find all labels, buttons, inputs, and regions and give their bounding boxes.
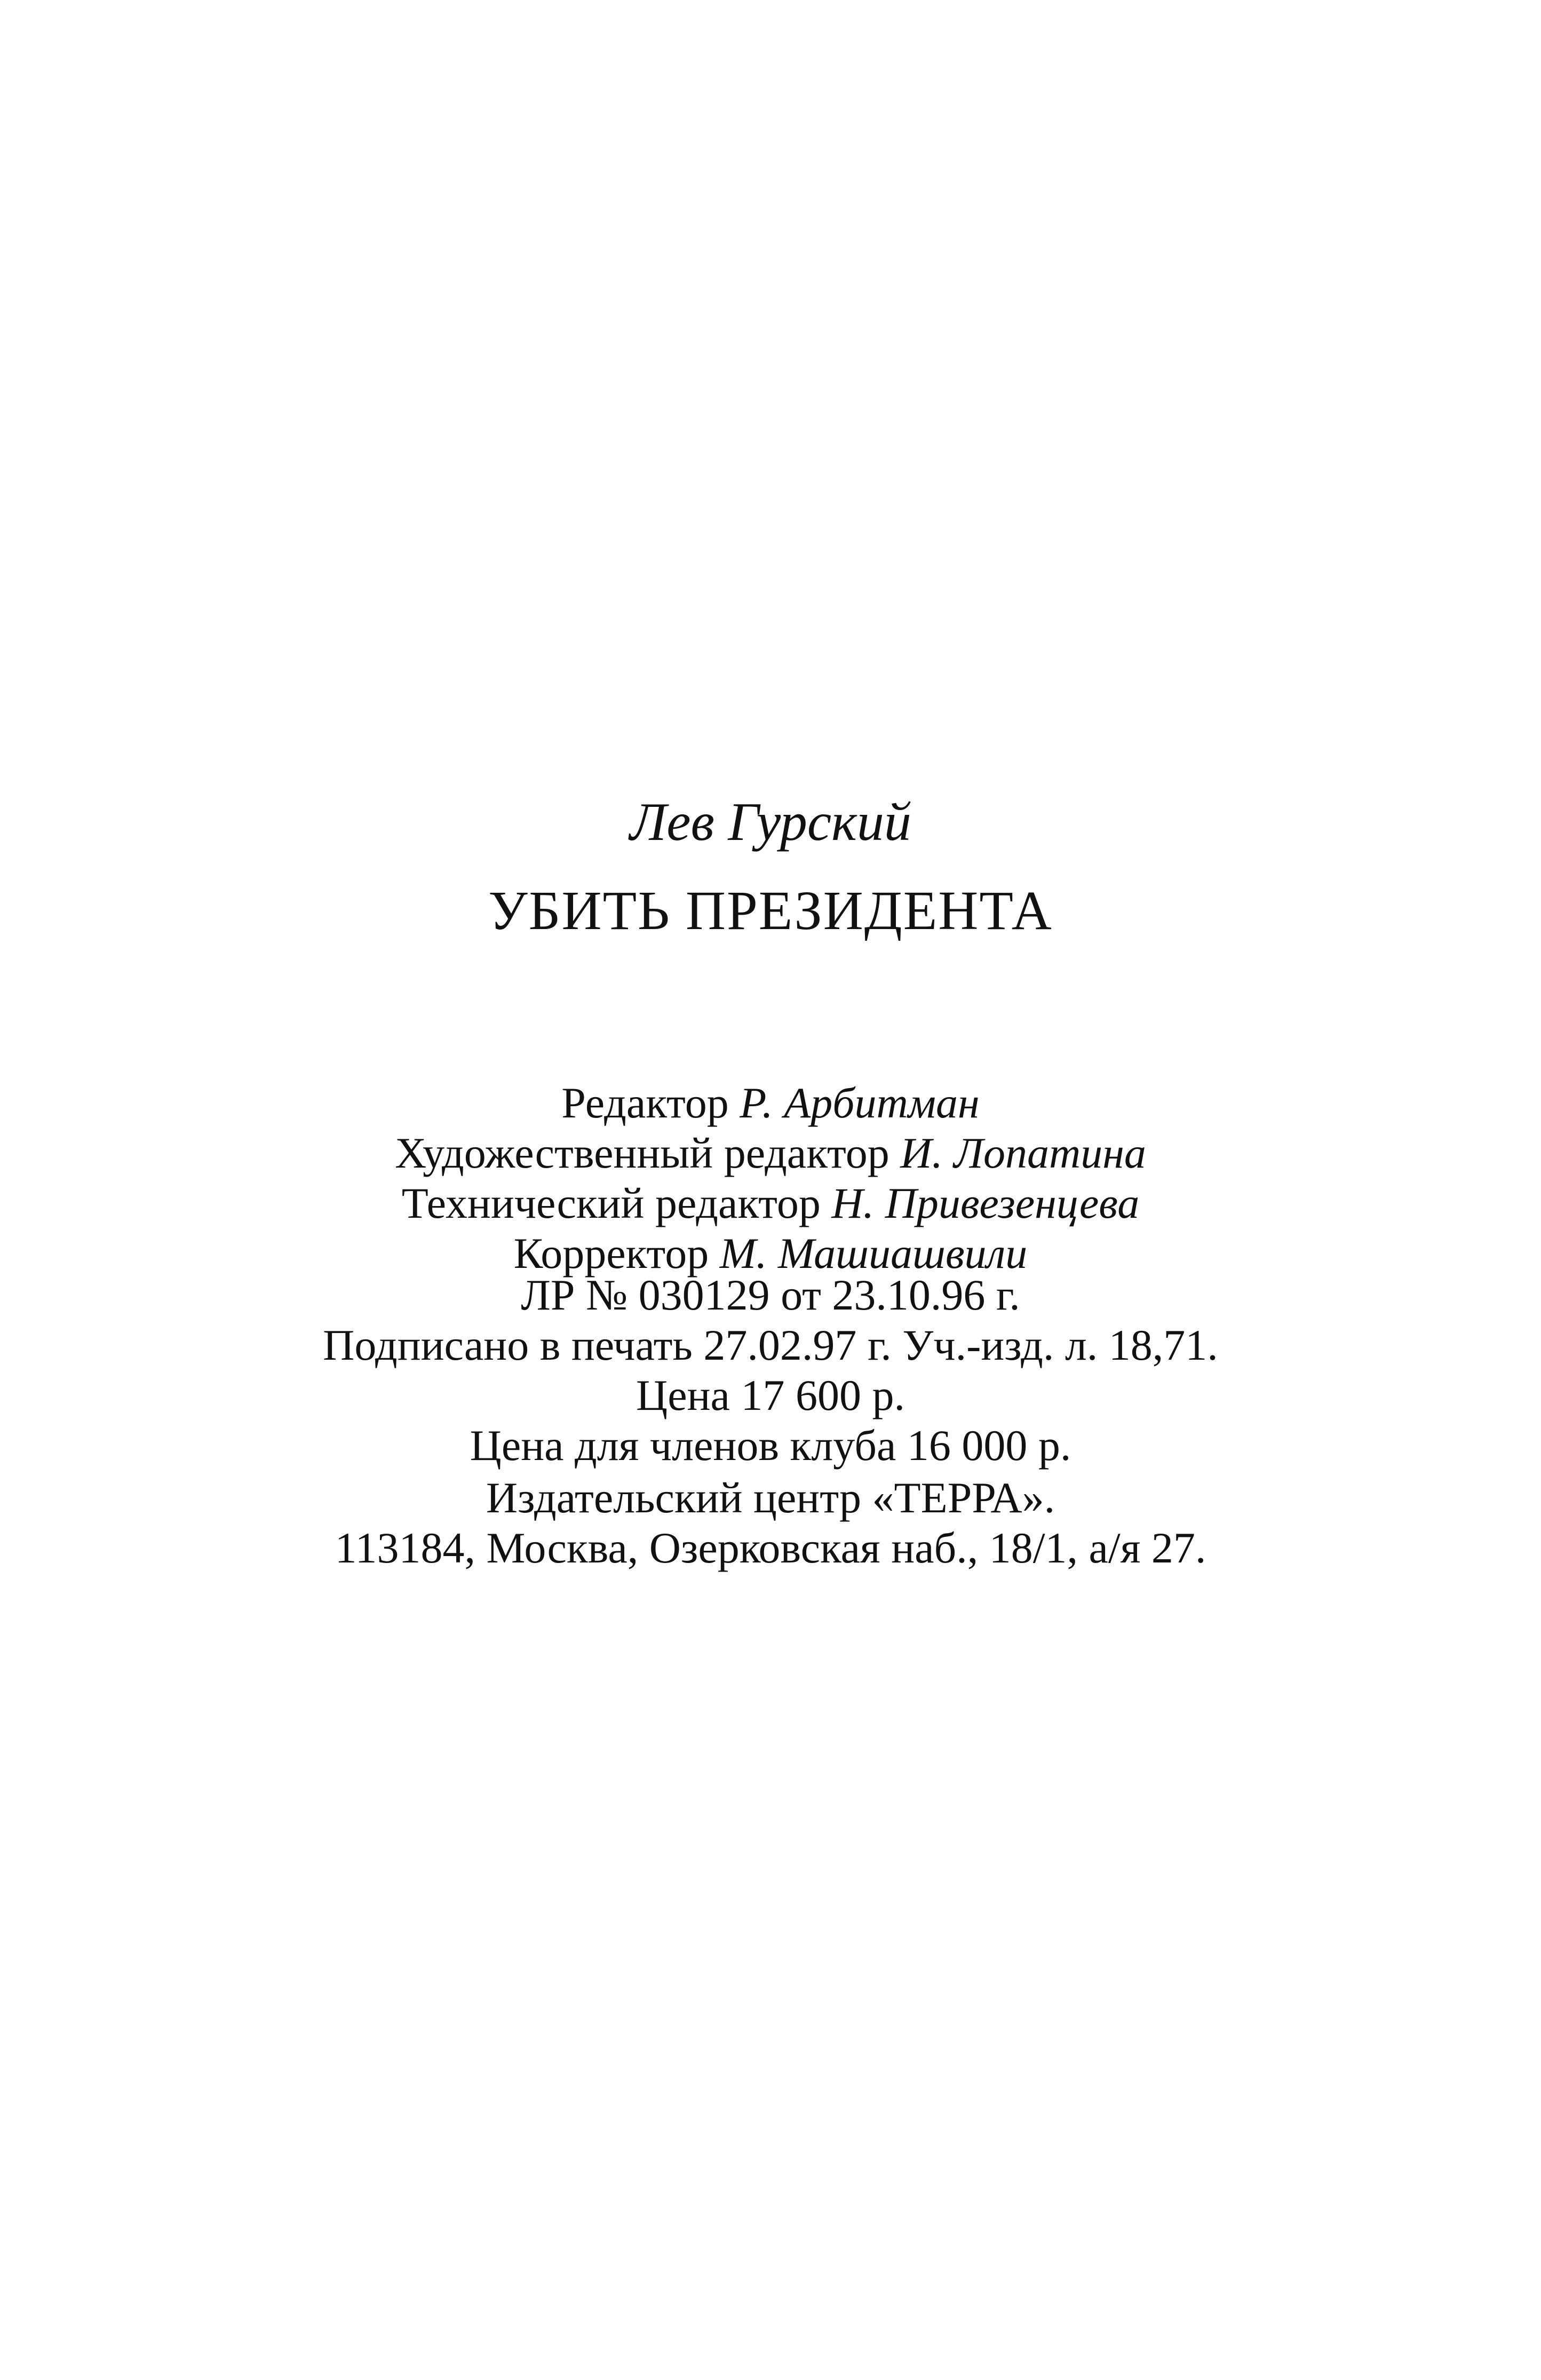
publisher-address: 113184, Москва, Озерковская наб., 18/1, а/я 27. (335, 1524, 1206, 1572)
club-price-line: Цена для членов клуба 16 000 р. (470, 1421, 1071, 1470)
signed-line: Подписано в печать 27.02.97 г. Уч.-изд. л. 18,71. (323, 1321, 1218, 1369)
credit-name: Н. Привезенцева (831, 1179, 1140, 1227)
credit-line-art-editor (0, 1128, 1541, 1178)
price-line: Цена 17 600 р. (636, 1371, 905, 1419)
credit-role: Корректор (513, 1229, 709, 1278)
credit-role: Художественный редактор (395, 1129, 889, 1177)
book-author: Лев Гурский (630, 792, 911, 852)
credits-block (0, 1078, 1541, 1279)
credit-name: М. Машиашвили (719, 1229, 1028, 1278)
credit-name: И. Лопатина (900, 1129, 1146, 1177)
credit-role: Технический редактор (401, 1179, 821, 1227)
publisher-block (0, 1473, 1541, 1573)
print-details (0, 1270, 1541, 1471)
credit-role: Редактор (561, 1078, 729, 1127)
credit-line-editor (0, 1078, 1541, 1128)
book-title: УБИТЬ ПРЕЗИДЕНТА (488, 880, 1053, 941)
credit-line-tech-editor (0, 1178, 1541, 1228)
publisher-name: Издательский центр «ТЕРРА». (486, 1473, 1055, 1522)
license-line: ЛР № 030129 от 23.10.96 г. (521, 1271, 1020, 1319)
credit-name: Р. Арбитман (740, 1078, 980, 1127)
